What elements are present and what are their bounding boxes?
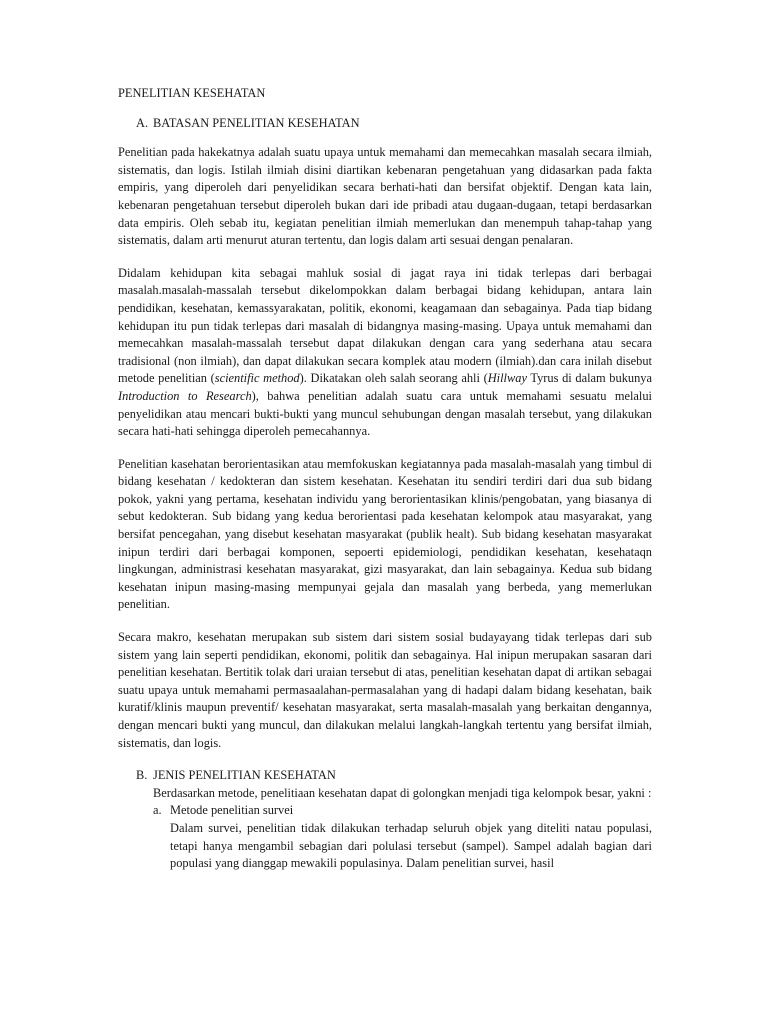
paragraph-1: Penelitian pada hakekatnya adalah suatu upaya untuk memahami dan memecahkan masalah secara ilmiah, sistematis, dan logis. Istilah ilmiah disini diartikan kebenaran pengetahuan yang didasarkan pada fakta empiris, yang diperoleh dari penyelidikan secara berhati-hati dan bersifat objektif. Dengan kata lain, kebenaran pengetahuan tersebut diperoleh bukan dari ide pribadi atau dugaan-dugaan, tetapi berdasarkan data empiris. Oleh sebab itu, kegiatan penelitian ilmiah memerlukan dan menempuh tahap-tahap yang sistematis, dalam arti menurut aturan tertentu, dan logis dalam arti sesuai dengan penalaran.: [118, 145, 652, 248]
section-b-heading: [118, 767, 652, 785]
section-b-body: [118, 785, 652, 873]
paragraph-2-italic-3: Introduction to Research: [118, 388, 252, 403]
paragraph-2-part-1: Didalam kehidupan kita sebagai mahluk sosial di jagat raya ini tidak terlepas dari berbagai masalah.masalah-massalah tersebut dikelompokkan dalam berbagai bidang kehidupan, antara lain pendidikan, kesehatan, kemassyarakatan, politik, ekonomi, keagamaan dan sebagainya. Pada tiap bidang kehidupan itu pun tidak terlepas dari masalah di bidangnya masing-masing. Upaya untuk memahami dan memecahkan masalah-massalah tersebut dapat dilakukan dengan cara yang sederhana atau secara tradisional (non ilmiah), dan dapat dilakukan secara komplek atau modern (ilmiah).dan cara inilah disebut metode penelitian (: [118, 265, 652, 386]
section-b-intro: Berdasarkan metode, penelitiaan kesehatan dapat di golongkan menjadi tiga kelompok besar, yakni :: [153, 785, 652, 800]
paragraph-2-part-3: Tyrus di dalam bukunya: [526, 371, 652, 386]
sub-a-heading: [153, 802, 652, 820]
section-b-marker: B.: [136, 768, 148, 783]
section-a-title: BATASAN PENELITIAN KESEHATAN: [153, 115, 360, 130]
paragraph-2: [118, 265, 652, 441]
paragraph-4: Secara makro, kesehatan merupakan sub sistem dari sistem sosial budayayang tidak terlepas dari sub sistem yang lain seperti pendidikan, ekonomi, politik dan sebagainya. Hal inipun merupakan sasaran dari penelitian kesehatan. Bertitik tolak dari uraian tersebut di atas, penelitian kesehatan dapat di artikan sebagai suatu upaya untuk memahami permasaalahan-permasalahan yang di hadapi dalam bidang kesehatan, baik kuratif/klinis maupun preventif/ kesehatan masyarakat, serta masalah-masalah yang berkaitan dengannya, dengan mencari bukti yang muncul, dan dilakukan melalui langkah-langkah tertentu yang bersifat ilmiah, sistematis, dan logis.: [118, 630, 652, 750]
page-title: PENELITIAN KESEHATAN: [118, 86, 266, 100]
paragraph-2-italic-2: Hillway: [487, 371, 527, 386]
paragraph-2-italic-1: scientific method: [214, 371, 300, 386]
section-b-title: JENIS PENELITIAN KESEHATAN: [153, 768, 336, 783]
section-a-marker: A.: [136, 115, 149, 130]
paragraph-2-part-4: ), bahwa penelitian adalah suatu cara untuk memahami sesuatu melalui penyelidikan atau mencari bukti-bukti yang muncul sehubungan dengan masalah tersebut, yang dilakukan secara hati-hati sehingga diperoleh pemecahannya.: [118, 388, 652, 439]
paragraph-3: Penelitian kasehatan berorientasikan atau memfokuskan kegiatannya pada masalah-masalah yang timbul di bidang kesehatan / kedokteran dan sistem kesehatan. Kesehatan itu sendiri terdiri dari dua sub bidang pokok, yakni yang pertama, kesehatan individu yang berorientasikan klinis/pengobatan, yang biasanya di sebut kedokteran. Sub bidang yang kedua berorientasi pada kesehatan kelompok atau masyarakat, yang bersifat pencegahan, yang disebut kesehatan masyarakat (publik healt). Sub bidang kesehatan masyarakat inipun terdiri dari berbagai komponen, sepoerti epidemiologi, pendidikan kesehatan, kesehataqn lingkungan, administrasi kesehatan masyarakat, gizi masyarakat, dan lain sebagainya. Kedua sub bidang kesehatan inipun masing-masing mempunyai gejala dan masalah yang berbeda, yang memerlukan penelitian.: [118, 456, 652, 612]
paragraph-2-part-2: ). Dikatakan oleh salah seorang ahli (: [299, 371, 488, 386]
sub-a-title: Metode penelitian survei: [170, 803, 294, 818]
sub-a-marker: a.: [153, 803, 162, 818]
section-a-heading: [118, 115, 652, 133]
sub-a-body: Dalam survei, penelitian tidak dilakukan terhadap seluruh objek yang diteliti natau populasi, tetapi hanya mengambil sebagian dari polulasi tersebut (sampel). Sampel adalah bagian dari populasi yang dianggap mewakili populasinya. Dalam penelitian survei, hasil: [170, 820, 652, 871]
